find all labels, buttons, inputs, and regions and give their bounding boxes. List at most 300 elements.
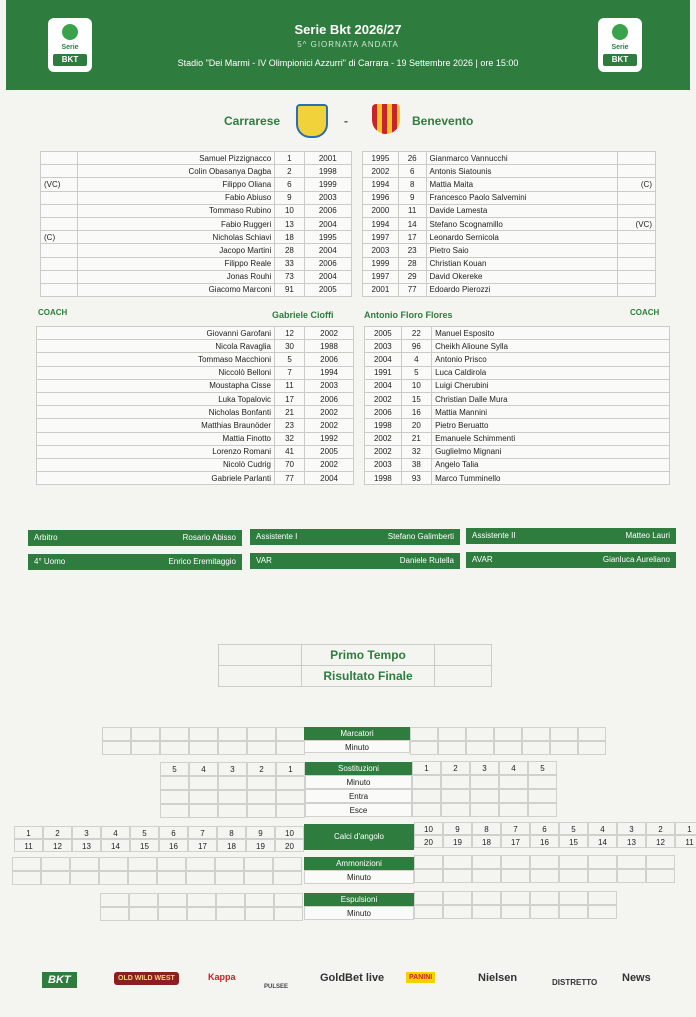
grid-cell[interactable] [530,891,559,905]
table-row [37,458,354,471]
grid-cell[interactable] [100,907,129,921]
grid-cell[interactable] [472,869,501,883]
grid-cell[interactable] [128,871,157,885]
grid-cell[interactable] [273,857,302,871]
grid-cell[interactable] [99,857,128,871]
birth-year: 2003 [365,340,402,353]
grid-cell[interactable] [189,727,218,741]
captain-tag [41,191,78,204]
shirt-number: 23 [275,419,305,432]
grid-cell[interactable] [189,741,218,755]
grid-cell[interactable] [247,727,276,741]
shirt-number: 41 [275,445,305,458]
shirt-number: 4 [401,353,431,366]
grid-cell[interactable] [274,907,303,921]
player-name: Nicholas Schiavi [78,231,275,244]
sub-number-away: 5 [528,761,557,775]
grid-cell[interactable] [245,893,274,907]
table-row [41,270,352,283]
grid-cell[interactable] [472,891,501,905]
sponsor-panini: PANINI [406,972,435,983]
corner-number-away[interactable]: 3 [617,822,646,835]
grid-cell[interactable] [158,893,187,907]
corner-number-home[interactable]: 5 [130,826,159,839]
corner-number-home[interactable]: 18 [217,839,246,852]
sponsor-nielsen: Nielsen [478,972,518,984]
minuto-label: Minuto [304,740,410,753]
captain-tag [41,152,78,165]
player-name: Jacopo Martini [78,244,275,257]
grid-cell[interactable] [70,871,99,885]
table-row [37,432,354,445]
birth-year: 2002 [305,406,354,419]
grid-cell[interactable] [273,871,302,885]
birth-year: 2002 [305,458,354,471]
birth-year: 1992 [305,432,354,445]
birth-year: 2003 [305,379,354,392]
captain-tag: (VC) [41,178,78,191]
corner-number-away[interactable]: 10 [414,822,443,835]
home-starters-table [40,151,352,297]
grid-cell[interactable] [41,857,70,871]
corner-number-away[interactable]: 2 [646,822,675,835]
grid-cell[interactable] [494,727,522,741]
grid-cell[interactable] [559,891,588,905]
sub-number-away: 1 [412,761,441,775]
player-name: Manuel Esposito [432,327,670,340]
corner-number-home[interactable]: 10 [275,826,304,839]
grid-cell[interactable] [441,789,470,803]
grid-cell[interactable] [501,905,530,919]
player-name: Lorenzo Romani [37,445,275,458]
table-row [365,353,670,366]
logo-bkt: BKT [603,54,637,66]
grid-cell[interactable] [157,857,186,871]
shirt-number: 26 [398,152,426,165]
captain-tag: (C) [41,231,78,244]
grid-cell[interactable] [410,727,438,741]
player-name: Marco Tumminello [432,472,670,485]
table-row [363,270,656,283]
corner-number-away[interactable]: 4 [588,822,617,835]
grid-cell[interactable] [216,907,245,921]
table-row [363,231,656,244]
corner-number-away[interactable]: 11 [675,835,696,848]
birth-year: 2004 [305,472,354,485]
birth-year: 1997 [363,231,399,244]
corner-number-away[interactable]: 6 [530,822,559,835]
grid-cell[interactable] [410,741,438,755]
birth-year: 1994 [363,217,399,230]
player-name: Jonas Rouhi [78,270,275,283]
birth-year: 2003 [365,458,402,471]
grid-cell[interactable] [466,727,494,741]
player-name: Christian Kouan [426,257,618,270]
grid-cell[interactable] [414,905,443,919]
corner-number-home[interactable]: 14 [101,839,130,852]
corner-number-home[interactable]: 7 [188,826,217,839]
grid-cell[interactable] [274,893,303,907]
grid-cell[interactable] [276,804,305,818]
birth-year: 2005 [365,327,402,340]
corner-number-away[interactable]: 1 [675,822,696,835]
grid-cell[interactable] [189,804,218,818]
grid-cell[interactable] [70,857,99,871]
grid-cell[interactable] [244,857,273,871]
grid-cell[interactable] [414,869,443,883]
official-name: Gianluca Aureliano [602,555,670,564]
grid-cell[interactable] [412,789,441,803]
grid-cell[interactable] [443,891,472,905]
shirt-number: 30 [275,340,305,353]
home-subs-table [36,326,354,485]
grid-cell[interactable] [100,893,129,907]
grid-cell[interactable] [102,727,131,741]
grid-cell[interactable] [218,741,247,755]
grid-cell[interactable] [412,775,441,789]
table-row [365,445,670,458]
table-row [37,472,354,485]
grid-cell[interactable] [12,871,41,885]
shirt-number: 38 [401,458,431,471]
official-name: Enrico Eremitaggio [168,557,236,566]
shirt-number: 21 [275,406,305,419]
shirt-number: 6 [275,178,304,191]
player-name: Edoardo Pierozzi [426,283,618,296]
corner-number-home[interactable]: 16 [159,839,188,852]
grid-cell[interactable] [472,905,501,919]
grid-cell[interactable] [129,907,158,921]
grid-cell[interactable] [186,871,215,885]
player-name: Colin Obasanya Dagba [78,165,275,178]
shirt-number: 17 [275,392,305,405]
player-name: Nicola Ravaglia [37,340,275,353]
grid-cell[interactable] [438,727,466,741]
grid-cell[interactable] [218,776,247,790]
player-name: Matthias Braunöder [37,419,275,432]
corner-number-away[interactable]: 17 [501,835,530,848]
grid-cell[interactable] [441,775,470,789]
logo-label: Serie [611,44,629,51]
entra-label: Entra [305,789,412,803]
league-title: Serie Bkt 2026/27 [294,22,402,37]
player-name: David Okereke [426,270,618,283]
grid-cell[interactable] [187,907,216,921]
score-away-half[interactable] [435,645,492,666]
corner-number-home[interactable]: 4 [101,826,130,839]
grid-cell[interactable] [470,803,499,817]
player-name: Mattia Finotto [37,432,275,445]
shirt-number: 23 [398,244,426,257]
grid-cell[interactable] [414,855,443,869]
table-row [365,458,670,471]
grid-cell[interactable] [102,741,131,755]
corner-number-home[interactable]: 2 [43,826,72,839]
grid-cell[interactable] [588,869,617,883]
calci-angolo-label: Calci d'angolo [304,824,414,850]
grid-cell[interactable] [466,741,494,755]
grid-cell[interactable] [218,804,247,818]
corner-number-home[interactable]: 9 [246,826,275,839]
grid-cell[interactable] [528,789,557,803]
grid-cell[interactable] [550,741,578,755]
shirt-number: 77 [275,472,305,485]
grid-cell[interactable] [472,855,501,869]
table-row [363,178,656,191]
grid-cell[interactable] [559,855,588,869]
grid-cell[interactable] [499,789,528,803]
grid-cell[interactable] [588,891,617,905]
sponsor-goldbet: GoldBet live [320,972,385,984]
grid-cell[interactable] [528,775,557,789]
grid-cell[interactable] [189,790,218,804]
grid-cell[interactable] [99,871,128,885]
captain-tag [41,204,78,217]
captain-tag [41,244,78,257]
grid-cell[interactable] [443,869,472,883]
grid-cell[interactable] [276,741,305,755]
shirt-number: 7 [275,366,305,379]
birth-year: 1998 [304,165,351,178]
player-name: Mattia Mannini [432,406,670,419]
corner-number-away[interactable]: 12 [646,835,675,848]
grid-cell[interactable] [131,741,160,755]
table-row [41,217,352,230]
shirt-number: 28 [275,244,304,257]
grid-cell[interactable] [160,727,189,741]
grid-cell[interactable] [559,905,588,919]
birth-year: 1994 [363,178,399,191]
birth-year: 2000 [363,204,399,217]
grid-cell[interactable] [41,871,70,885]
minuto-label: Minuto [304,906,414,920]
table-row [37,406,354,419]
corner-number-home[interactable]: 20 [275,839,304,852]
grid-cell[interactable] [245,907,274,921]
table-row [363,257,656,270]
grid-cell[interactable] [578,741,606,755]
corner-number-home[interactable]: 15 [130,839,159,852]
player-name: Nicolò Cudrig [37,458,275,471]
grid-cell[interactable] [160,790,189,804]
corner-number-away[interactable]: 7 [501,822,530,835]
grid-cell[interactable] [215,871,244,885]
sponsor-bkt: BKT [42,972,77,988]
sponsor-kappa: Kappa [208,972,236,982]
grid-cell[interactable] [276,776,305,790]
grid-cell[interactable] [247,776,276,790]
captain-tag [41,165,78,178]
table-row [363,244,656,257]
grid-cell[interactable] [501,855,530,869]
shirt-number: 93 [401,472,431,485]
corner-number-home[interactable]: 19 [246,839,275,852]
grid-cell[interactable] [578,727,606,741]
grid-cell[interactable] [499,803,528,817]
grid-cell[interactable] [438,741,466,755]
corner-number-away[interactable]: 5 [559,822,588,835]
table-row [37,379,354,392]
grid-cell[interactable] [530,905,559,919]
grid-cell[interactable] [276,790,305,804]
birth-year: 1995 [304,231,351,244]
grid-cell[interactable] [494,741,522,755]
grid-cell[interactable] [157,871,186,885]
corner-number-away[interactable]: 9 [443,822,472,835]
birth-year: 1998 [365,419,402,432]
grid-cell[interactable] [588,855,617,869]
match-separator: - [344,114,348,128]
grid-cell[interactable] [443,855,472,869]
sponsor-distretto: DISTRETTO [552,978,598,987]
score-home-half[interactable] [219,645,302,666]
captain-tag [618,152,656,165]
grid-cell[interactable] [414,891,443,905]
corner-number-home[interactable]: 3 [72,826,101,839]
player-name: Luigi Cherubini [432,379,670,392]
corner-number-away[interactable]: 15 [559,835,588,848]
grid-cell[interactable] [247,804,276,818]
birth-year: 1997 [363,270,399,283]
shirt-number: 16 [401,406,431,419]
grid-cell[interactable] [550,727,578,741]
corner-number-home[interactable]: 17 [188,839,217,852]
grid-cell[interactable] [528,803,557,817]
grid-cell[interactable] [128,857,157,871]
birth-year: 1998 [365,472,402,485]
official-role: Assistente II [472,531,516,540]
player-name: Fabio Abiuso [78,191,275,204]
grid-cell[interactable] [158,907,187,921]
shirt-number: 9 [398,191,426,204]
grid-cell[interactable] [247,790,276,804]
official-arbitro [28,530,242,546]
table-row [365,392,670,405]
grid-cell[interactable] [131,727,160,741]
shirt-number: 77 [398,283,426,296]
captain-tag [41,283,78,296]
corner-number-home[interactable]: 13 [72,839,101,852]
birth-year: 2004 [304,217,351,230]
shirt-number: 70 [275,458,305,471]
grid-cell[interactable] [499,775,528,789]
player-name: Antonio Prisco [432,353,670,366]
corner-number-home[interactable]: 12 [43,839,72,852]
grid-cell[interactable] [441,803,470,817]
official-var [250,553,460,569]
corner-number-home[interactable]: 6 [159,826,188,839]
grid-cell[interactable] [470,775,499,789]
birth-year: 2004 [365,353,402,366]
table-row [37,327,354,340]
table-row [365,432,670,445]
birth-year: 2004 [365,379,402,392]
logo-label: Serie [61,44,79,51]
grid-cell[interactable] [522,741,550,755]
corner-number-home[interactable]: 8 [217,826,246,839]
shirt-number: 13 [275,217,304,230]
player-name: Fabio Ruggeri [78,217,275,230]
grid-cell[interactable] [129,893,158,907]
grid-cell[interactable] [646,855,675,869]
grid-cell[interactable] [412,803,441,817]
grid-cell[interactable] [276,727,305,741]
birth-year: 1999 [304,178,351,191]
birth-year: 2003 [304,191,351,204]
away-starters-table [362,151,656,297]
grid-cell[interactable] [216,893,245,907]
esce-label: Esce [305,803,412,817]
grid-cell[interactable] [189,776,218,790]
grid-cell[interactable] [244,871,273,885]
grid-cell[interactable] [12,857,41,871]
corner-number-away[interactable]: 13 [617,835,646,848]
away-coach-name: Antonio Floro Flores [364,310,453,320]
result-table [218,644,492,687]
corner-number-away[interactable]: 8 [472,822,501,835]
grid-cell[interactable] [617,869,646,883]
player-name: Nicholas Bonfanti [37,406,275,419]
home-coach-name: Gabriele Cioffi [272,310,334,320]
grid-cell[interactable] [559,869,588,883]
grid-cell[interactable] [470,789,499,803]
grid-cell[interactable] [501,869,530,883]
corner-number-away[interactable]: 14 [588,835,617,848]
birth-year: 1994 [305,366,354,379]
player-name: Tommaso Macchioni [37,353,275,366]
grid-cell[interactable] [218,727,247,741]
grid-cell[interactable] [530,855,559,869]
corner-number-away[interactable]: 20 [414,835,443,848]
score-away-final[interactable] [435,666,492,687]
grid-cell[interactable] [501,891,530,905]
grid-cell[interactable] [160,804,189,818]
grid-cell[interactable] [617,855,646,869]
grid-cell[interactable] [530,869,559,883]
grid-cell[interactable] [588,905,617,919]
captain-tag [618,204,656,217]
grid-cell[interactable] [247,741,276,755]
corner-number-away[interactable]: 16 [530,835,559,848]
shirt-number: 11 [398,204,426,217]
birth-year: 2006 [304,257,351,270]
corner-number-away[interactable]: 18 [472,835,501,848]
table-row [365,406,670,419]
corner-number-home[interactable]: 11 [14,839,43,852]
grid-cell[interactable] [443,905,472,919]
table-row [363,283,656,296]
birth-year: 2006 [305,353,354,366]
ball-icon [612,24,628,40]
corner-number-home[interactable]: 1 [14,826,43,839]
grid-cell[interactable] [218,790,247,804]
grid-cell[interactable] [160,776,189,790]
sostituzioni-label: Sostituzioni [305,762,412,775]
shirt-number: 73 [275,270,304,283]
birth-year: 2002 [365,445,402,458]
grid-cell[interactable] [646,869,675,883]
grid-cell[interactable] [522,727,550,741]
grid-cell[interactable] [160,741,189,755]
player-name: Stefano Scognamillo [426,217,618,230]
shirt-number: 8 [398,178,426,191]
shirt-number: 5 [401,366,431,379]
grid-cell[interactable] [187,893,216,907]
score-home-final[interactable] [219,666,302,687]
grid-cell[interactable] [186,857,215,871]
corner-number-away[interactable]: 19 [443,835,472,848]
grid-cell[interactable] [215,857,244,871]
